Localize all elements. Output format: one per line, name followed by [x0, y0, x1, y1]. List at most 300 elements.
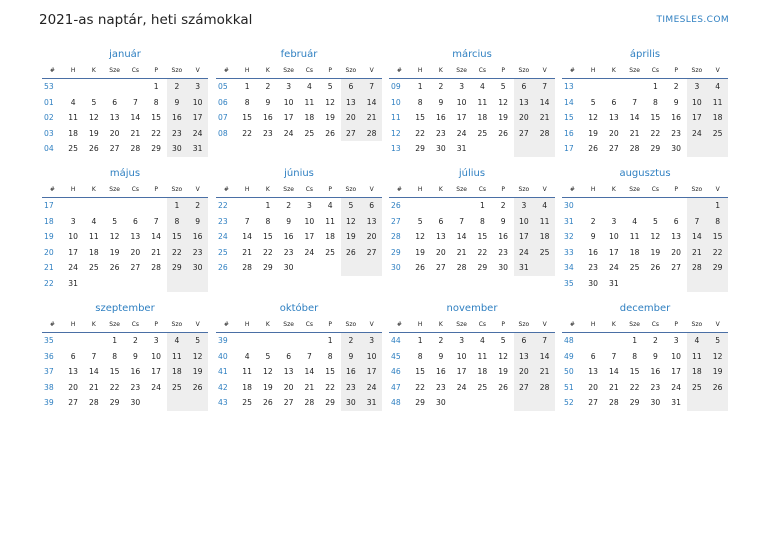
day-cell: 3	[187, 79, 208, 95]
day-cell	[84, 79, 105, 95]
day-cell: 17	[304, 232, 315, 242]
days-grid	[389, 198, 555, 276]
day-cell: 23	[187, 245, 208, 261]
week-number: 35	[564, 278, 574, 288]
day-cell	[583, 198, 604, 214]
days-grid	[562, 79, 728, 157]
day-cell: 22	[629, 382, 640, 392]
weekday-header: H	[417, 321, 423, 328]
week-number: 03	[44, 128, 54, 138]
day-cell: 5	[417, 216, 423, 226]
weekday-header: V	[715, 186, 720, 193]
day-cell: 2	[590, 216, 596, 226]
weekday-header: P	[674, 321, 678, 328]
day-cell: 30	[130, 398, 141, 408]
month-name: augusztus	[619, 168, 671, 179]
week-number: 47	[391, 382, 401, 392]
month-name: november	[446, 303, 498, 314]
weekday-header: V	[195, 67, 200, 74]
day-cell: 3	[687, 79, 708, 95]
weekday-header: P	[328, 67, 332, 74]
day-cell	[604, 333, 625, 349]
day-cell: 7	[361, 79, 382, 95]
weekday-header: K	[265, 67, 270, 74]
day-cell: 19	[263, 382, 273, 392]
weekday-header: H	[244, 186, 250, 193]
day-cell: 24	[514, 245, 535, 261]
day-cell: 28	[89, 398, 99, 408]
day-cell	[146, 276, 167, 292]
day-cell: 7	[611, 351, 617, 361]
day-cell: 5	[91, 97, 97, 107]
day-cell: 31	[361, 395, 382, 411]
day-cell: 19	[109, 247, 120, 257]
day-cell: 18	[89, 247, 99, 257]
day-cell: 20	[609, 128, 619, 138]
week-number: 35	[44, 336, 54, 345]
weekday-header: H	[590, 186, 596, 193]
weekday-header: #	[223, 186, 229, 193]
weekday-header: Cs	[305, 321, 314, 328]
week-number: 08	[218, 128, 228, 138]
weekday-header: #	[396, 321, 402, 328]
day-cell: 15	[109, 367, 120, 377]
days-grid	[562, 198, 728, 292]
day-cell: 6	[286, 351, 292, 361]
day-cell	[361, 260, 382, 276]
day-cell: 13	[609, 113, 619, 123]
day-cell: 9	[167, 95, 188, 111]
weekday-header: P	[674, 186, 678, 193]
day-cell: 30	[436, 398, 446, 408]
weekday-header: Szo	[345, 186, 357, 193]
day-cell: 7	[306, 351, 312, 361]
day-cell: 17	[456, 113, 467, 123]
day-cell: 18	[304, 113, 315, 123]
month-block	[389, 167, 555, 276]
day-cell: 25	[304, 128, 315, 138]
days-grid	[42, 333, 208, 411]
weekday-header: Szo	[518, 67, 530, 74]
day-cell: 17	[609, 247, 619, 257]
day-cell: 21	[534, 364, 555, 380]
day-cell: 21	[361, 110, 382, 126]
day-cell: 19	[415, 247, 425, 257]
day-cell: 21	[242, 247, 252, 257]
weekday-header: H	[590, 321, 596, 328]
day-cell: 29	[629, 398, 640, 408]
week-number: 32	[564, 232, 574, 242]
day-cell: 17	[514, 229, 535, 245]
day-cell: 5	[590, 97, 596, 107]
day-cell: 24	[304, 247, 315, 257]
day-cell: 15	[415, 113, 425, 123]
weekday-header: Cs	[651, 67, 660, 74]
weekday-header: K	[91, 186, 96, 193]
day-cell: 13	[341, 95, 362, 111]
day-cell: 14	[687, 229, 708, 245]
week-number: 38	[44, 382, 54, 392]
day-cell: 26	[325, 128, 335, 138]
month-name: március	[452, 49, 492, 60]
month-block	[562, 302, 728, 411]
weekday-header: V	[369, 67, 374, 74]
weekday-header: Cs	[651, 321, 660, 328]
week-number: 18	[44, 216, 54, 226]
day-cell	[534, 395, 555, 411]
day-cell	[63, 333, 84, 349]
day-cell	[604, 79, 625, 95]
day-cell: 12	[650, 232, 661, 242]
day-cell: 12	[498, 351, 508, 361]
week-number: 39	[218, 336, 228, 345]
weekday-header: P	[328, 186, 332, 193]
day-cell: 1	[244, 82, 250, 91]
weekday-header: V	[369, 186, 374, 193]
day-cell: 25	[477, 382, 488, 392]
weekday-header-row	[389, 183, 555, 198]
day-cell: 6	[438, 216, 444, 226]
day-cell: 8	[327, 351, 333, 361]
day-cell: 3	[286, 82, 292, 91]
week-number: 05	[218, 82, 228, 91]
day-cell: 5	[341, 198, 362, 214]
day-cell: 2	[438, 82, 444, 91]
day-cell: 4	[534, 198, 555, 214]
day-cell: 23	[436, 128, 446, 138]
day-cell: 6	[112, 97, 118, 107]
day-cell: 18	[534, 229, 555, 245]
day-cell: 2	[265, 82, 271, 91]
day-cell: 19	[588, 128, 598, 138]
day-cell	[63, 79, 84, 95]
day-cell: 30	[650, 398, 661, 408]
day-cell: 30	[341, 395, 362, 411]
day-cell: 10	[361, 349, 382, 365]
day-cell: 30	[167, 141, 188, 157]
day-cell: 6	[361, 198, 382, 214]
day-cell	[624, 276, 645, 292]
day-cell: 7	[687, 214, 708, 230]
week-number: 19	[44, 232, 54, 242]
day-cell: 11	[68, 113, 78, 123]
weekday-header: #	[396, 186, 402, 193]
days-grid	[216, 198, 382, 276]
day-cell: 25	[707, 126, 728, 142]
day-cell: 6	[611, 97, 617, 107]
day-cell: 24	[687, 126, 708, 142]
day-cell: 5	[265, 351, 271, 361]
day-cell: 26	[187, 380, 208, 396]
day-cell: 28	[609, 398, 619, 408]
day-cell: 25	[629, 263, 640, 273]
day-cell: 11	[629, 232, 640, 242]
day-cell	[104, 79, 125, 95]
day-cell: 20	[514, 364, 535, 380]
month-name: július	[458, 168, 486, 179]
week-number: 30	[391, 263, 401, 273]
week-number: 24	[218, 232, 228, 242]
day-cell: 10	[283, 97, 294, 107]
week-number: 06	[218, 97, 228, 107]
day-cell: 15	[167, 229, 188, 245]
day-cell	[410, 198, 431, 214]
day-cell: 17	[187, 110, 208, 126]
day-cell: 1	[112, 336, 118, 345]
day-cell: 21	[534, 110, 555, 126]
day-cell: 11	[534, 214, 555, 230]
day-cell: 10	[187, 95, 208, 111]
days-grid	[216, 333, 382, 411]
day-cell: 23	[283, 247, 294, 257]
day-cell	[167, 276, 188, 292]
week-number: 33	[564, 247, 574, 257]
day-cell: 7	[632, 97, 638, 107]
week-number: 02	[44, 113, 54, 123]
weekday-header: H	[70, 186, 76, 193]
week-number: 39	[44, 398, 54, 408]
day-cell: 11	[89, 232, 99, 242]
day-cell: 3	[361, 333, 382, 349]
month-name: február	[280, 49, 318, 60]
weekday-header: Szo	[691, 321, 703, 328]
weekday-header: Szo	[691, 186, 703, 193]
week-number: 50	[564, 367, 574, 377]
day-cell: 9	[341, 349, 362, 365]
day-cell	[320, 260, 341, 276]
weekday-header: K	[438, 67, 443, 74]
day-cell: 28	[151, 263, 161, 273]
day-cell: 1	[265, 201, 271, 210]
day-cell: 7	[153, 216, 159, 226]
day-cell: 28	[361, 126, 382, 142]
day-cell: 13	[436, 232, 446, 242]
day-cell: 7	[534, 79, 555, 95]
day-cell: 5	[652, 216, 658, 226]
day-cell: 5	[500, 336, 506, 345]
day-cell: 16	[187, 229, 208, 245]
month-name: október	[279, 303, 319, 314]
day-cell: 20	[130, 247, 141, 257]
week-number: 37	[44, 367, 54, 377]
day-cell: 18	[167, 364, 188, 380]
day-cell: 9	[438, 351, 444, 361]
weekday-header: Cs	[131, 186, 140, 193]
week-number: 43	[218, 398, 228, 408]
day-cell	[431, 198, 452, 214]
month-name: január	[109, 49, 141, 60]
day-cell: 1	[153, 82, 159, 91]
weekday-header: K	[611, 67, 616, 74]
day-cell	[125, 79, 146, 95]
day-cell: 12	[341, 214, 362, 230]
day-cell: 29	[477, 263, 488, 273]
day-cell: 16	[498, 232, 508, 242]
day-cell	[299, 260, 320, 276]
weekday-header: V	[195, 321, 200, 328]
week-number: 41	[218, 367, 228, 377]
day-cell: 22	[109, 382, 120, 392]
weekday-header: K	[611, 186, 616, 193]
day-cell: 31	[609, 278, 619, 288]
day-cell: 1	[479, 201, 485, 210]
day-cell	[84, 333, 105, 349]
day-cell: 12	[498, 97, 508, 107]
day-cell: 1	[417, 82, 423, 91]
weekday-header: Sze	[456, 321, 467, 328]
day-cell: 28	[629, 144, 640, 154]
day-cell: 30	[588, 278, 598, 288]
weekday-header: H	[590, 67, 596, 74]
day-cell: 28	[130, 144, 141, 154]
day-cell: 15	[477, 232, 488, 242]
weekday-header: Szo	[171, 186, 183, 193]
weekday-header: V	[369, 321, 374, 328]
day-cell	[63, 198, 84, 214]
weekday-header: Sze	[456, 67, 467, 74]
week-number: 17	[564, 144, 574, 154]
day-cell: 2	[187, 198, 208, 214]
week-number: 14	[564, 97, 574, 107]
day-cell: 22	[707, 245, 728, 261]
day-cell: 6	[514, 79, 535, 95]
day-cell	[583, 79, 604, 95]
day-cell: 7	[132, 97, 138, 107]
day-cell: 2	[652, 336, 658, 345]
week-number: 13	[564, 82, 574, 91]
day-cell: 9	[438, 97, 444, 107]
day-cell: 24	[671, 382, 681, 392]
week-number: 21	[44, 263, 54, 273]
day-cell	[104, 276, 125, 292]
day-cell: 9	[132, 351, 138, 361]
weekday-header: #	[49, 67, 55, 74]
day-cell: 10	[671, 351, 681, 361]
week-number: 11	[391, 113, 401, 123]
day-cell: 26	[341, 245, 362, 261]
weekday-header: P	[154, 67, 158, 74]
week-number: 26	[218, 263, 228, 273]
day-cell: 22	[167, 245, 188, 261]
day-cell: 27	[436, 263, 446, 273]
day-cell	[604, 198, 625, 214]
weekday-header: Szo	[345, 321, 357, 328]
weekday-header: P	[501, 186, 505, 193]
day-cell: 9	[673, 97, 679, 107]
day-cell: 17	[68, 247, 78, 257]
weekday-header: V	[195, 186, 200, 193]
day-cell: 10	[151, 351, 161, 361]
weekday-header: V	[715, 67, 720, 74]
day-cell: 28	[304, 398, 315, 408]
day-cell	[472, 141, 493, 157]
day-cell	[493, 395, 514, 411]
week-number: 01	[44, 97, 54, 107]
month-block	[216, 48, 382, 141]
day-cell: 13	[283, 367, 294, 377]
weekday-header: V	[542, 321, 547, 328]
day-cell	[534, 141, 555, 157]
weekday-header-row	[42, 64, 208, 79]
day-cell: 28	[456, 263, 467, 273]
day-cell: 6	[514, 333, 535, 349]
weekday-header: H	[244, 321, 250, 328]
day-cell: 16	[167, 110, 188, 126]
weekday-header: K	[438, 186, 443, 193]
day-cell: 18	[325, 232, 335, 242]
weekday-header: #	[569, 67, 575, 74]
week-number: 28	[391, 232, 401, 242]
day-cell: 11	[707, 95, 728, 111]
day-cell: 30	[187, 260, 208, 276]
day-cell: 21	[130, 128, 141, 138]
day-cell: 30	[436, 144, 446, 154]
day-cell	[258, 333, 279, 349]
week-number: 52	[564, 398, 574, 408]
week-number: 30	[564, 201, 574, 210]
day-cell: 11	[325, 216, 335, 226]
day-cell: 11	[477, 351, 488, 361]
day-cell: 29	[325, 398, 335, 408]
day-cell: 21	[609, 382, 619, 392]
day-cell	[707, 395, 728, 411]
day-cell: 20	[109, 128, 120, 138]
day-cell: 27	[68, 398, 78, 408]
day-cell: 27	[514, 126, 535, 142]
day-cell: 27	[109, 144, 120, 154]
day-cell: 7	[459, 216, 465, 226]
day-cell: 4	[306, 82, 312, 91]
week-number: 36	[44, 351, 54, 361]
day-cell: 8	[652, 97, 658, 107]
weekday-header: Szo	[345, 67, 357, 74]
weekday-header: P	[154, 186, 158, 193]
day-cell: 4	[632, 216, 638, 226]
day-cell: 7	[534, 333, 555, 349]
day-cell: 18	[242, 382, 252, 392]
day-cell: 17	[671, 367, 681, 377]
month-block	[42, 48, 208, 157]
week-number: 22	[44, 278, 54, 288]
day-cell: 15	[151, 113, 161, 123]
day-cell: 18	[687, 364, 708, 380]
day-cell: 23	[263, 128, 273, 138]
day-cell: 9	[652, 351, 658, 361]
day-cell: 29	[263, 263, 273, 273]
day-cell: 2	[438, 336, 444, 345]
day-cell: 29	[650, 144, 661, 154]
day-cell: 13	[68, 367, 78, 377]
day-cell	[341, 260, 362, 276]
day-cell: 11	[242, 367, 252, 377]
day-cell	[237, 198, 258, 214]
day-cell	[146, 395, 167, 411]
month-block	[216, 167, 382, 276]
day-cell: 25	[89, 263, 99, 273]
day-cell	[624, 198, 645, 214]
day-cell: 24	[609, 263, 619, 273]
weekday-header: #	[223, 321, 229, 328]
day-cell: 31	[456, 144, 467, 154]
weekday-header-row	[42, 318, 208, 333]
weekday-header: K	[611, 321, 616, 328]
day-cell: 20	[361, 229, 382, 245]
week-number: 22	[218, 201, 228, 210]
week-number: 25	[218, 247, 228, 257]
day-cell: 26	[707, 380, 728, 396]
day-cell: 4	[687, 333, 708, 349]
site-logo[interactable]: TIMESLES.COM	[656, 15, 729, 25]
